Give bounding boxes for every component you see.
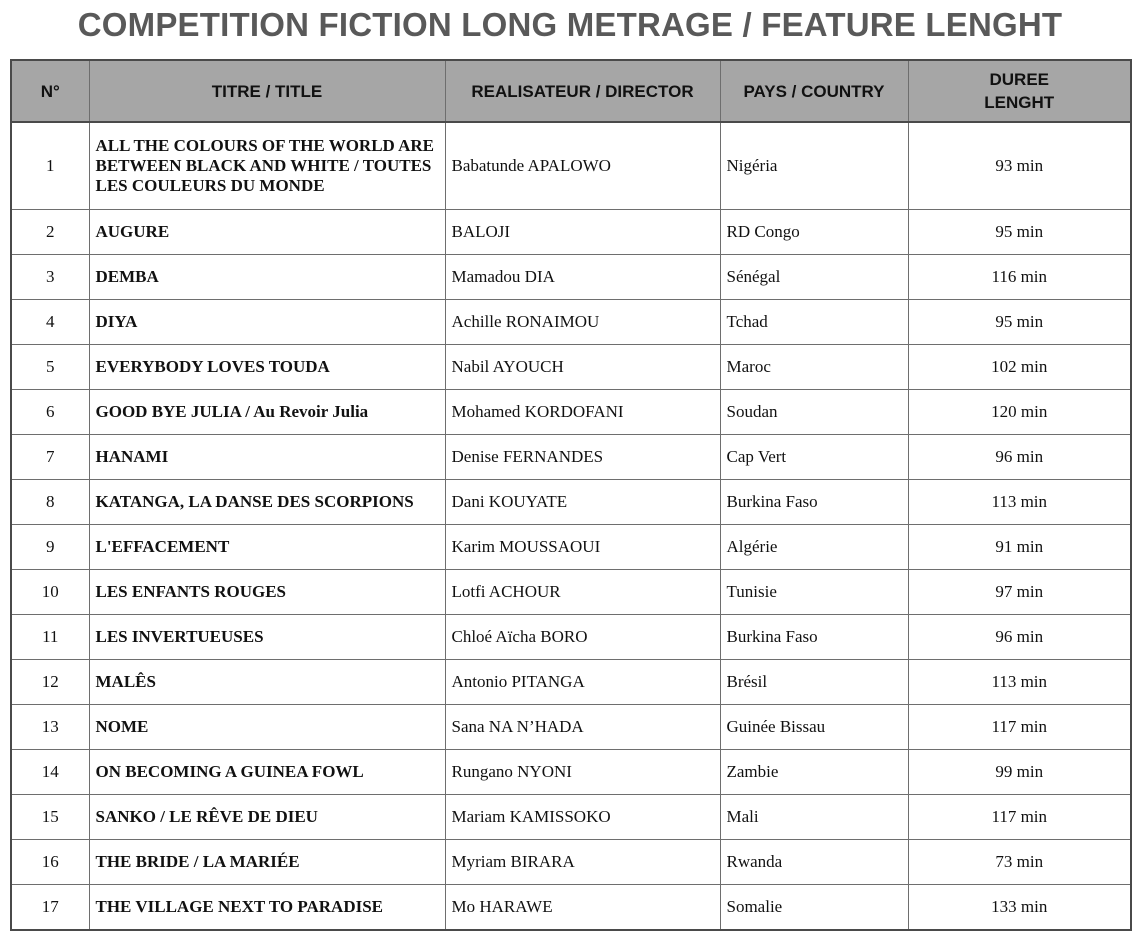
cell-number: 16 — [11, 840, 89, 885]
cell-title: KATANGA, LA DANSE DES SCORPIONS — [89, 480, 445, 525]
cell-country: Rwanda — [720, 840, 908, 885]
cell-country: Maroc — [720, 345, 908, 390]
cell-title: AUGURE — [89, 210, 445, 255]
cell-director: Nabil AYOUCH — [445, 345, 720, 390]
cell-duration: 117 min — [908, 705, 1131, 750]
cell-duration: 133 min — [908, 885, 1131, 931]
table-row — [11, 750, 1131, 795]
cell-number: 5 — [11, 345, 89, 390]
cell-duration: 99 min — [908, 750, 1131, 795]
cell-country: Burkina Faso — [720, 615, 908, 660]
cell-title: EVERYBODY LOVES TOUDA — [89, 345, 445, 390]
cell-duration: 117 min — [908, 795, 1131, 840]
cell-country: Algérie — [720, 525, 908, 570]
cell-director: Chloé Aïcha BORO — [445, 615, 720, 660]
cell-duration: 96 min — [908, 435, 1131, 480]
cell-director: Dani KOUYATE — [445, 480, 720, 525]
table-row — [11, 435, 1131, 480]
cell-country: Burkina Faso — [720, 480, 908, 525]
table-row — [11, 705, 1131, 750]
cell-duration: 95 min — [908, 300, 1131, 345]
column-header-director: REALISATEUR / DIRECTOR — [445, 60, 720, 122]
cell-title: ON BECOMING A GUINEA FOWL — [89, 750, 445, 795]
column-header-duration-line1: DUREE — [989, 70, 1049, 89]
cell-title: DIYA — [89, 300, 445, 345]
cell-duration: 113 min — [908, 480, 1131, 525]
cell-country: Tchad — [720, 300, 908, 345]
table-header-row — [11, 60, 1131, 122]
cell-title: THE VILLAGE NEXT TO PARADISE — [89, 885, 445, 931]
column-header-title: TITRE / TITLE — [89, 60, 445, 122]
cell-duration: 93 min — [908, 122, 1131, 210]
cell-number: 2 — [11, 210, 89, 255]
competition-table — [10, 59, 1132, 931]
cell-title: MALÊS — [89, 660, 445, 705]
cell-number: 11 — [11, 615, 89, 660]
table-row — [11, 885, 1131, 931]
cell-number: 17 — [11, 885, 89, 931]
cell-number: 12 — [11, 660, 89, 705]
table-row — [11, 345, 1131, 390]
column-header-duration — [908, 60, 1131, 122]
cell-number: 10 — [11, 570, 89, 615]
cell-director: Antonio PITANGA — [445, 660, 720, 705]
cell-country: Sénégal — [720, 255, 908, 300]
cell-number: 7 — [11, 435, 89, 480]
cell-director: Achille RONAIMOU — [445, 300, 720, 345]
cell-title: LES INVERTUEUSES — [89, 615, 445, 660]
cell-country: Tunisie — [720, 570, 908, 615]
cell-number: 1 — [11, 122, 89, 210]
column-header-duration-line2: LENGHT — [984, 93, 1055, 112]
table-row — [11, 480, 1131, 525]
cell-number: 8 — [11, 480, 89, 525]
cell-title: THE BRIDE / LA MARIÉE — [89, 840, 445, 885]
cell-duration: 97 min — [908, 570, 1131, 615]
column-header-country: PAYS / COUNTRY — [720, 60, 908, 122]
cell-director: Mohamed KORDOFANI — [445, 390, 720, 435]
cell-number: 3 — [11, 255, 89, 300]
cell-number: 14 — [11, 750, 89, 795]
page-title: COMPETITION FICTION LONG METRAGE / FEATURE LENGHT — [77, 6, 1063, 43]
cell-title: NOME — [89, 705, 445, 750]
cell-number: 4 — [11, 300, 89, 345]
cell-duration: 102 min — [908, 345, 1131, 390]
cell-country: Guinée Bissau — [720, 705, 908, 750]
cell-duration: 73 min — [908, 840, 1131, 885]
table-row — [11, 210, 1131, 255]
cell-duration: 120 min — [908, 390, 1131, 435]
cell-title: ALL THE COLOURS OF THE WORLD ARE BETWEEN BLACK AND WHITE / TOUTES LES COULEURS DU MONDE — [89, 122, 445, 210]
table-row — [11, 660, 1131, 705]
cell-director: Myriam BIRARA — [445, 840, 720, 885]
cell-number: 9 — [11, 525, 89, 570]
cell-director: Mamadou DIA — [445, 255, 720, 300]
cell-duration: 96 min — [908, 615, 1131, 660]
cell-title: LES ENFANTS ROUGES — [89, 570, 445, 615]
cell-director: Babatunde APALOWO — [445, 122, 720, 210]
cell-title: GOOD BYE JULIA / Au Revoir Julia — [89, 390, 445, 435]
cell-director: Rungano NYONI — [445, 750, 720, 795]
cell-director: Karim MOUSSAOUI — [445, 525, 720, 570]
cell-duration: 116 min — [908, 255, 1131, 300]
cell-country: Somalie — [720, 885, 908, 931]
table-row — [11, 255, 1131, 300]
table-row — [11, 615, 1131, 660]
cell-country: Brésil — [720, 660, 908, 705]
table-row — [11, 525, 1131, 570]
cell-title: HANAMI — [89, 435, 445, 480]
cell-country: Nigéria — [720, 122, 908, 210]
cell-number: 15 — [11, 795, 89, 840]
cell-duration: 91 min — [908, 525, 1131, 570]
cell-title: DEMBA — [89, 255, 445, 300]
cell-director: Mo HARAWE — [445, 885, 720, 931]
cell-number: 13 — [11, 705, 89, 750]
cell-director: Mariam KAMISSOKO — [445, 795, 720, 840]
cell-duration: 113 min — [908, 660, 1131, 705]
cell-director: Sana NA N’HADA — [445, 705, 720, 750]
cell-director: BALOJI — [445, 210, 720, 255]
table-row — [11, 390, 1131, 435]
cell-director: Lotfi ACHOUR — [445, 570, 720, 615]
cell-country: Mali — [720, 795, 908, 840]
cell-country: RD Congo — [720, 210, 908, 255]
cell-duration: 95 min — [908, 210, 1131, 255]
table-row — [11, 122, 1131, 210]
cell-country: Zambie — [720, 750, 908, 795]
table-row — [11, 840, 1131, 885]
table-row — [11, 570, 1131, 615]
cell-country: Soudan — [720, 390, 908, 435]
table-row — [11, 795, 1131, 840]
cell-title: SANKO / LE RÊVE DE DIEU — [89, 795, 445, 840]
column-header-number: N° — [11, 60, 89, 122]
cell-country: Cap Vert — [720, 435, 908, 480]
cell-title: L'EFFACEMENT — [89, 525, 445, 570]
table-row — [11, 300, 1131, 345]
cell-number: 6 — [11, 390, 89, 435]
cell-director: Denise FERNANDES — [445, 435, 720, 480]
